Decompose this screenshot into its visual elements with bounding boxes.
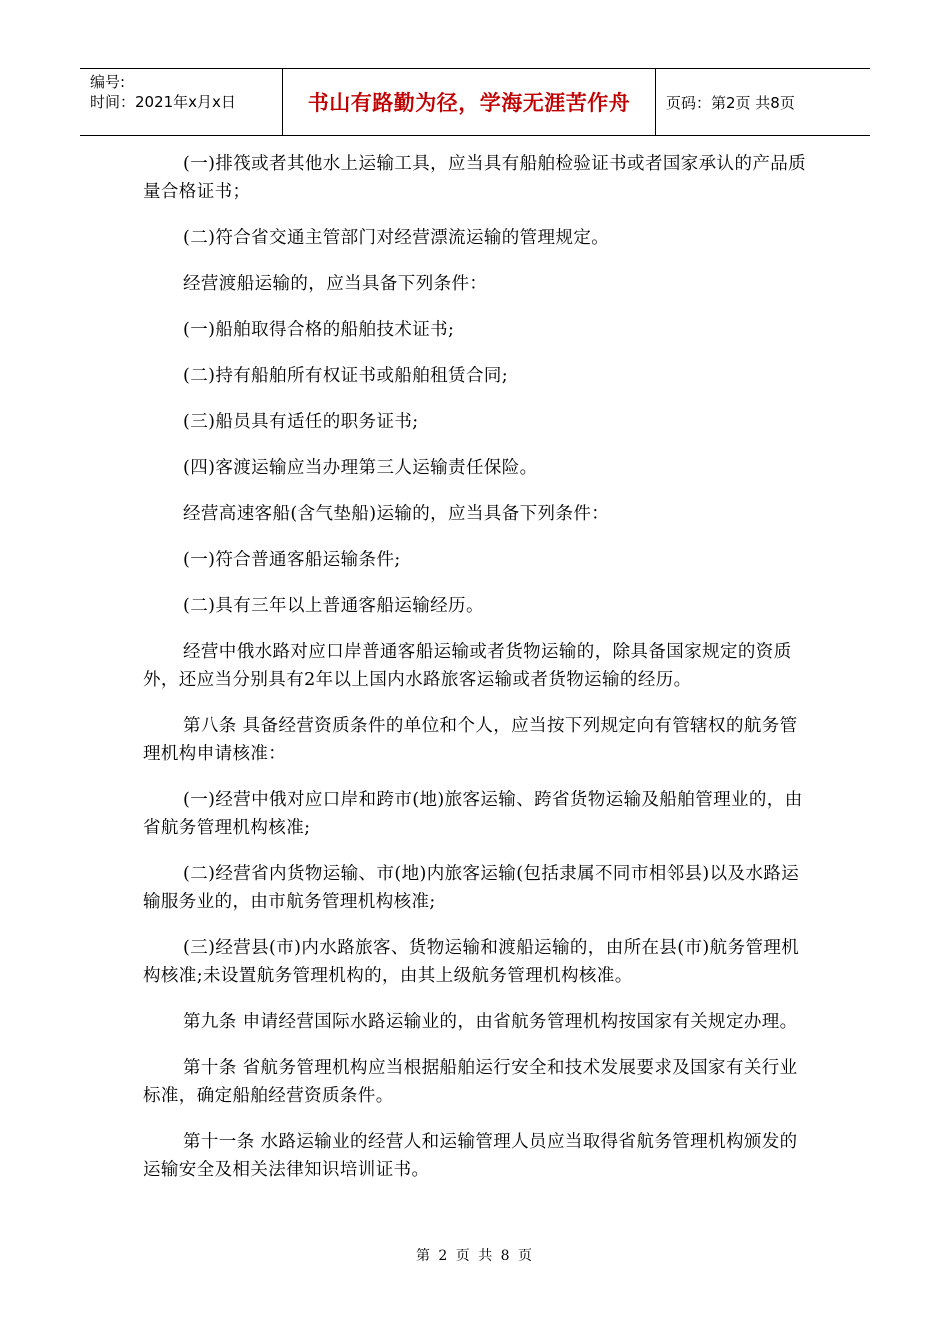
paragraph: 经营渡船运输的，应当具备下列条件： — [183, 274, 488, 294]
paragraph: (二)持有船舶所有权证书或船舶租赁合同; — [183, 366, 509, 386]
paragraph: (二)具有三年以上普通客船运输经历。 — [183, 596, 484, 616]
paragraph: (一)经营中俄对应口岸和跨市(地)旅客运输、跨省货物运输及船舶管理业的，由省航务管理机构核准; — [143, 790, 803, 838]
paragraph: 经营高速客船(含气垫船)运输的，应当具备下列条件： — [183, 504, 610, 524]
document-date: 时间：2021年x月x日 — [90, 93, 236, 111]
header-motto: 书山有路勤为径，学海无涯苦作舟 — [283, 69, 656, 135]
header-meta — [80, 69, 283, 135]
paragraph: (三)经营县(市)内水路旅客、货物运输和渡船运输的，由所在县(市)航务管理机构核准;未设置航务管理机构的，由其上级航务管理机构核准。 — [143, 938, 800, 986]
article-11: 第十一条 水路运输业的经营人和运输管理人员应当取得省航务管理机构颁发的运输安全及相关法律知识培训证书。 — [143, 1132, 798, 1180]
header-page-code: 页码：第2页 共8页 — [666, 93, 795, 112]
article-10: 第十条 省航务管理机构应当根据船舶运行安全和技术发展要求及国家有关行业标准，确定船舶经营资质条件。 — [143, 1058, 798, 1106]
paragraph: 经营中俄水路对应口岸普通客船运输或者货物运输的，除具备国家规定的资质外，还应当分别具有2年以上国内水路旅客运输或者货物运输的经历。 — [143, 642, 792, 690]
paragraph: (二)符合省交通主管部门对经营漂流运输的管理规定。 — [183, 228, 610, 248]
page-header — [80, 68, 870, 136]
paragraph: (一)排筏或者其他水上运输工具，应当具有船舶检验证书或者国家承认的产品质量合格证书； — [143, 154, 807, 202]
paragraph: (一)符合普通客船运输条件; — [183, 550, 401, 570]
paragraph: (二)经营省内货物运输、市(地)内旅客运输(包括隶属不同市相邻县)以及水路运输服务业的，由市航务管理机构核准; — [143, 864, 800, 912]
article-9: 第九条 申请经营国际水路运输业的，由省航务管理机构按国家有关规定办理。 — [183, 1012, 798, 1032]
paragraph: (四)客渡运输应当办理第三人运输责任保险。 — [183, 458, 538, 478]
document-number-label: 编号: — [90, 73, 126, 91]
paragraph: (一)船舶取得合格的船舶技术证书; — [183, 320, 455, 340]
page-footer: 第 2 页 共 8 页 — [415, 1248, 535, 1264]
document-body — [143, 150, 808, 1202]
article-8: 第八条 具备经营资质条件的单位和个人，应当按下列规定向有管辖权的航务管理机构申请核准： — [143, 716, 798, 764]
paragraph: (三)船员具有适任的职务证书; — [183, 412, 419, 432]
